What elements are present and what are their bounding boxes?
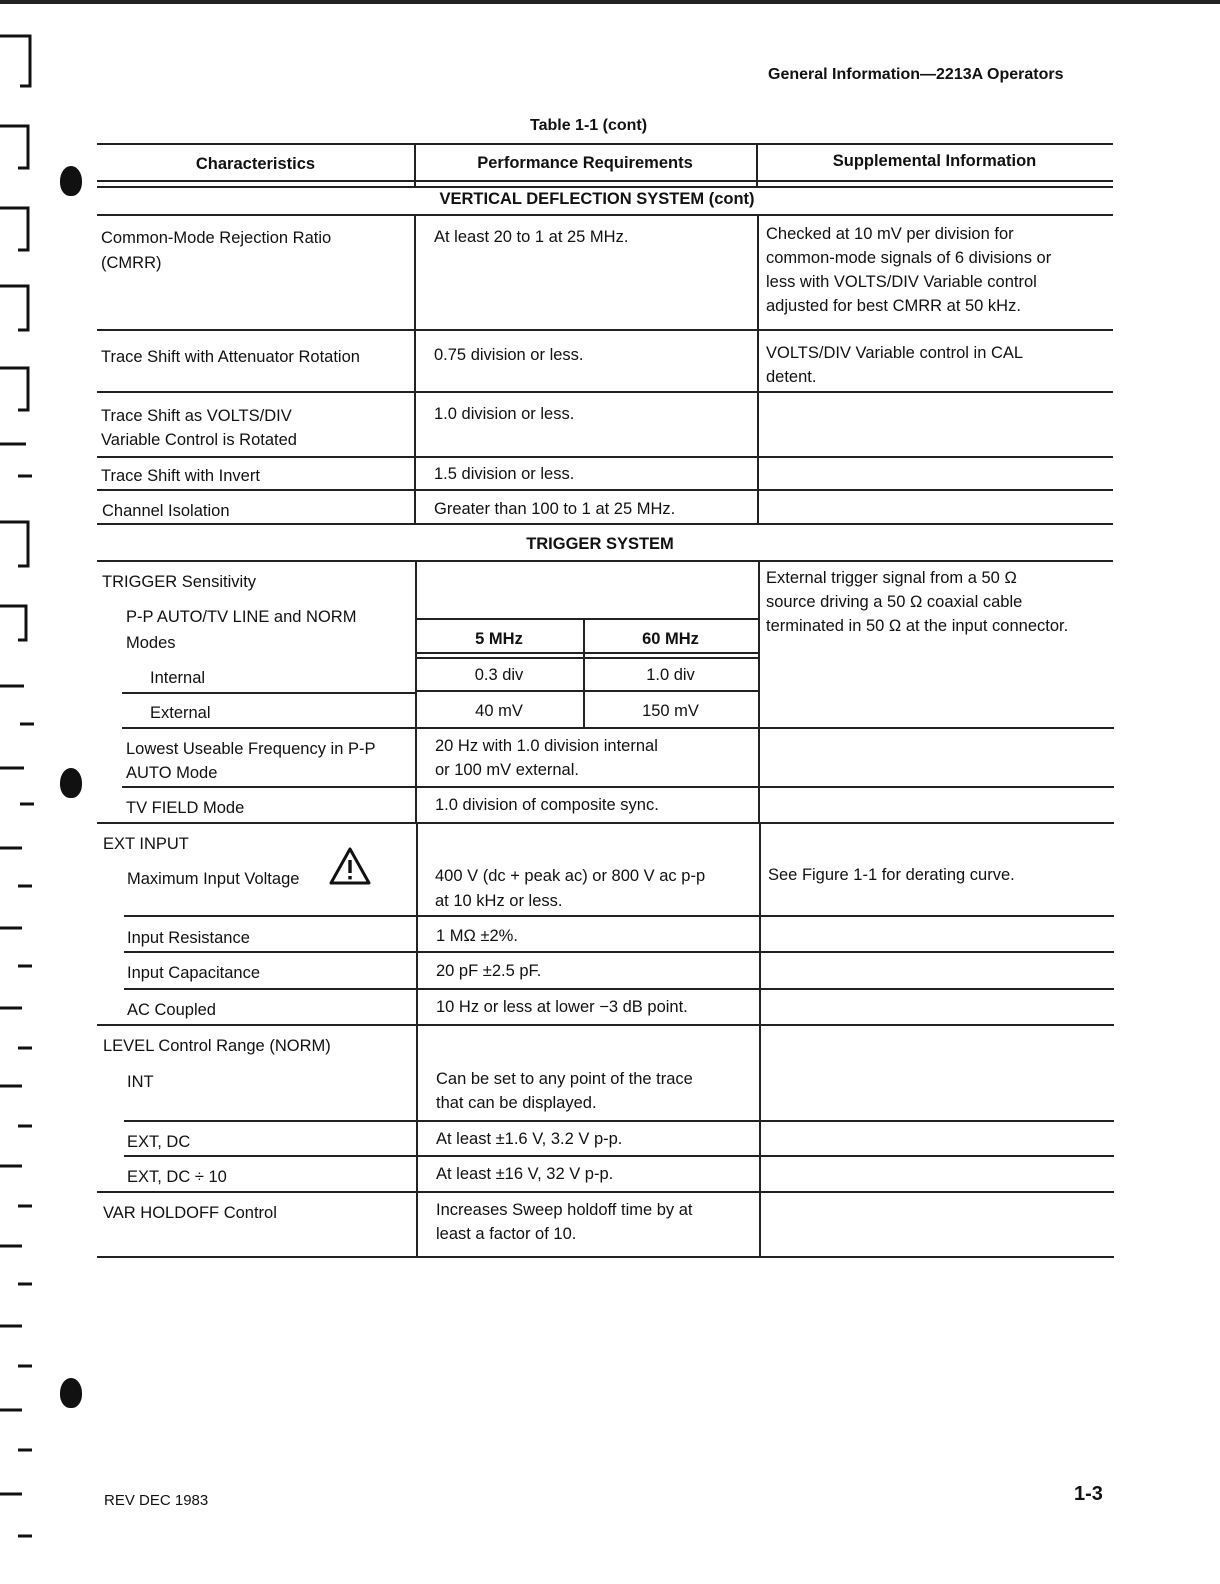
- volts-div-label: Variable Control is Rotated: [101, 431, 297, 449]
- table-rule: [97, 822, 1114, 824]
- table-rule: [97, 391, 1113, 393]
- invert-label: Trace Shift with Invert: [101, 467, 260, 485]
- holdoff-performance: Increases Sweep holdoff time by at: [436, 1201, 693, 1219]
- attenuator-performance: 0.75 division or less.: [434, 346, 584, 364]
- external-60mhz: 150 mV: [642, 702, 699, 720]
- ext-input-label: EXT INPUT: [103, 835, 189, 853]
- trigger-supplemental: External trigger signal from a 50 Ω: [766, 569, 1017, 587]
- attenuator-supplemental: detent.: [766, 368, 817, 386]
- table-rule: [122, 786, 1114, 788]
- table-rule: [122, 692, 416, 694]
- table-rule: [124, 915, 1114, 917]
- attenuator-label: Trace Shift with Attenuator Rotation: [101, 348, 360, 366]
- pp-auto-label: Modes: [126, 634, 176, 652]
- punch-hole: [60, 1378, 82, 1408]
- holdoff-performance: least a factor of 10.: [436, 1225, 577, 1243]
- freq-header-60mhz: 60 MHz: [642, 630, 699, 648]
- trigger-supplemental: source driving a 50 Ω coaxial cable: [766, 593, 1023, 611]
- column-header-supplemental: Supplemental Information: [832, 152, 1037, 170]
- isolation-label: Channel Isolation: [102, 502, 230, 520]
- level-control-label: LEVEL Control Range (NORM): [103, 1037, 331, 1055]
- table-rule: [415, 690, 758, 692]
- table-rule: [97, 1191, 1114, 1193]
- column-rule: [416, 822, 418, 1256]
- table-caption: Table 1-1 (cont): [530, 117, 648, 134]
- page-header: General Information—2213A Operators: [768, 66, 1064, 83]
- cmrr-supplemental: Checked at 10 mV per division for: [766, 225, 1014, 243]
- tv-field-label: TV FIELD Mode: [126, 799, 245, 817]
- table-rule: [97, 1256, 1114, 1258]
- cmrr-label: Common-Mode Rejection Ratio: [101, 229, 332, 247]
- level-ext-dc10-performance: At least ±16 V, 32 V p-p.: [436, 1165, 614, 1183]
- input-capacitance-label: Input Capacitance: [127, 964, 261, 982]
- attenuator-supplemental: VOLTS/DIV Variable control in CAL: [766, 344, 1024, 362]
- table-rule: [97, 214, 1113, 216]
- level-ext-dc-performance: At least ±1.6 V, 3.2 V p-p.: [436, 1130, 623, 1148]
- external-5mhz: 40 mV: [475, 702, 523, 720]
- internal-60mhz: 1.0 div: [646, 666, 695, 684]
- max-voltage-supplemental: See Figure 1-1 for derating curve.: [768, 866, 1015, 884]
- cmrr-supplemental: common-mode signals of 6 divisions or: [766, 249, 1052, 267]
- volts-div-performance: 1.0 division or less.: [434, 405, 575, 423]
- table-rule: [97, 329, 1113, 331]
- table-rule: [97, 489, 1113, 491]
- input-resistance-label: Input Resistance: [127, 929, 250, 947]
- section-vertical-deflection: VERTICAL DEFLECTION SYSTEM (cont): [439, 190, 755, 208]
- column-rule: [758, 560, 760, 822]
- page-number: 1-3: [1074, 1483, 1103, 1505]
- invert-performance: 1.5 division or less.: [434, 465, 575, 483]
- level-int-label: INT: [127, 1073, 154, 1091]
- tv-field-performance: 1.0 division of composite sync.: [435, 796, 659, 814]
- column-rule: [757, 214, 759, 523]
- input-resistance-performance: 1 MΩ ±2%.: [436, 927, 518, 945]
- binder-edge-marks: [0, 30, 38, 1550]
- revision-date: REV DEC 1983: [104, 1492, 209, 1509]
- table-rule: [415, 618, 758, 620]
- punch-hole: [60, 166, 82, 196]
- table-rule: [97, 143, 1113, 145]
- ac-coupled-performance: 10 Hz or less at lower −3 dB point.: [436, 998, 688, 1016]
- ac-coupled-label: AC Coupled: [127, 1001, 216, 1019]
- external-label: External: [150, 704, 211, 722]
- top-border: [0, 0, 1220, 4]
- table-rule: [124, 951, 1114, 953]
- column-header-performance: Performance Requirements: [477, 154, 693, 172]
- cmrr-performance: At least 20 to 1 at 25 MHz.: [434, 228, 629, 246]
- section-trigger-system: TRIGGER SYSTEM: [526, 535, 674, 553]
- table-rule: [97, 560, 1113, 562]
- holdoff-label: VAR HOLDOFF Control: [103, 1204, 277, 1222]
- cmrr-label: (CMRR): [101, 254, 162, 272]
- lowest-freq-label: AUTO Mode: [126, 764, 218, 782]
- table-rule: [124, 1155, 1114, 1157]
- freq-header-5mhz: 5 MHz: [475, 630, 523, 648]
- table-rule: [97, 523, 1113, 525]
- pp-auto-label: P-P AUTO/TV LINE and NORM: [126, 608, 357, 626]
- max-voltage-performance: 400 V (dc + peak ac) or 800 V ac p-p: [435, 867, 706, 885]
- internal-label: Internal: [150, 669, 206, 687]
- level-int-performance: that can be displayed.: [436, 1094, 597, 1112]
- max-voltage-performance: at 10 kHz or less.: [435, 892, 563, 910]
- volts-div-label: Trace Shift as VOLTS/DIV: [101, 407, 292, 425]
- table-rule: [415, 652, 758, 654]
- trigger-sensitivity-label: TRIGGER Sensitivity: [102, 573, 257, 591]
- level-int-performance: Can be set to any point of the trace: [436, 1070, 693, 1088]
- warning-icon: [328, 846, 372, 886]
- table-rule: [97, 456, 1113, 458]
- punch-hole: [60, 768, 82, 798]
- lowest-freq-performance: or 100 mV external.: [435, 761, 579, 779]
- cmrr-supplemental: adjusted for best CMRR at 50 kHz.: [766, 297, 1021, 315]
- internal-5mhz: 0.3 div: [474, 666, 524, 684]
- max-voltage-label: Maximum Input Voltage: [127, 870, 300, 888]
- table-rule: [122, 727, 1114, 729]
- level-ext-dc-label: EXT, DC: [127, 1133, 191, 1151]
- table-rule: [124, 1120, 1114, 1122]
- trigger-supplemental: terminated in 50 Ω at the input connector.: [766, 617, 1069, 635]
- input-capacitance-performance: 20 pF ±2.5 pF.: [436, 962, 542, 980]
- table-rule: [124, 988, 1114, 990]
- column-rule: [415, 560, 417, 822]
- level-ext-dc10-label: EXT, DC ÷ 10: [127, 1168, 227, 1186]
- cmrr-supplemental: less with VOLTS/DIV Variable control: [766, 273, 1037, 291]
- lowest-freq-performance: 20 Hz with 1.0 division internal: [435, 737, 658, 755]
- table-rule: [97, 180, 1113, 182]
- table-rule: [415, 657, 758, 659]
- lowest-freq-label: Lowest Useable Frequency in P-P: [126, 740, 376, 758]
- column-header-characteristics: Characteristics: [195, 155, 316, 173]
- column-rule: [759, 822, 761, 1256]
- table-rule: [97, 1024, 1114, 1026]
- column-rule: [414, 214, 416, 523]
- isolation-performance: Greater than 100 to 1 at 25 MHz.: [434, 500, 676, 518]
